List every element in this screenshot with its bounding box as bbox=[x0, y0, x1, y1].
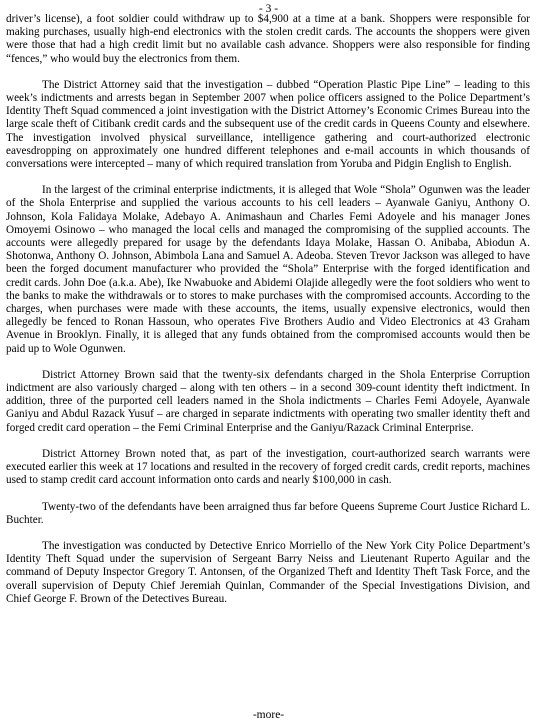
paragraph-credits: The investigation was conducted by Detective Enrico Morriello of the New York City Police Department’s Identity Theft Squad under the supervision of Sergeant Barry Neiss and Lieutenant Ruperto Aguilar and the command of Deputy Inspector Gregory T. Antonsen, of the Organized Theft and Identity Theft Task Force, and the overall supervision of Deputy Chief Jeremiah Quinlan, Commander of the Special Investigations Division, and Chief George F. Brown of the Detectives Bureau. bbox=[6, 539, 530, 605]
paragraph-search-warrants: District Attorney Brown noted that, as part of the investigation, court-authorized search warrants were executed earlier this week at 17 locations and resulted in the recovery of forged credit cards, credit reports, machines used to stamp credit card account information onto cards and nearly $100,000 in cash. bbox=[6, 447, 530, 487]
paragraph-investigation: The District Attorney said that the investigation – dubbed “Operation Plastic Pipe Line” – leading to this week’s indictments and arrests began in September 2007 when police officers assigned to the Police Department’s Identity Theft Squad commenced a joint investigation with the District Attorney’s Economic Crimes Bureau into the large scale theft of Citibank credit cards and the subsequent use of the credit cards in Queens County and elsewhere. The investigation involved physical surveillance, intelligence gathering and court-authorized electronic eavesdropping on approximately one hundred different telephones and e-mail accounts in which thousands of conversations were intercepted – many of which required translation from Yoruba and Pidgin English to English. bbox=[6, 78, 530, 171]
paragraph-indictments: District Attorney Brown said that the twenty-six defendants charged in the Shola Enterprise Corruption indictment are also variously charged – along with ten others – in a second 309-count identity theft indictment. In addition, three of the purported cell leaders named in the Shola indictments – Charles Femi Adoyele, Ayanwale Ganiyu and Abdul Razack Yusuf – are charged in separate indictments with operating two smaller identity theft and forged credit card operation – the Femi Criminal Enterprise and the Ganiyu/Razack Criminal Enterprise. bbox=[6, 368, 530, 434]
footer-more: -more- bbox=[252, 709, 285, 721]
paragraph-shola-enterprise: In the largest of the criminal enterprise indictments, it is alleged that Wole “Shola” Ogunwen was the leader of the Shola Enterprise and supplied the various accounts to his cell leaders – Ayanwale Ganiyu, Anthony O. Johnson, Kola Falidaya Molake, Adebayo A. Animashaun and Charles Femi Adoyele and his manager Jones Omoyemi Osinowo – who managed the local cells and managed the compromising of the supplied accounts. The accounts were allegedly prepared for usage by the defendants Idaya Molake, Hassan O. Anibaba, Abiodun A. Shotonwa, Anthony O. Johnson, Abimbola Lana and Samuel A. Adeoba. Steven Trevor Jackson was alleged to have been the forged document manufacturer who provided the “Shola” Enterprise with the forged identification and credit cards. John Doe (a.k.a. Abe), Ike Nwabuoke and Abidemi Olajide allegedly were the foot soldiers who went to the banks to make the withdrawals or to stores to make purchases with the compromised accounts. According to the charges, when purchases were made with these accounts, the items, usually expensive electronics, would then allegedly be fenced to Ronan Hassoun, who operates Five Brothers Audio and Video Electronics at 43 Graham Avenue in Brooklyn. Finally, it is alleged that any funds obtained from the compromised accounts would then be paid up to Wole Ogunwen. bbox=[6, 184, 530, 355]
paragraph-continuation: driver’s license), a foot soldier could withdraw up to $4,900 at a time at a bank. Shoppers were responsible for making purchases, usually high-end electronics with the stolen credit cards. The accounts the shoppers were given were those that had a high credit limit but no available cash advance. Shoppers were also responsible for finding “fences,” who would buy the electronics from them. bbox=[6, 13, 530, 65]
paragraph-arraigned: Twenty-two of the defendants have been arraigned thus far before Queens Supreme Court Justice Richard L. Buchter. bbox=[6, 500, 530, 526]
document-body bbox=[6, 13, 530, 619]
page-number: - 3 - bbox=[258, 3, 279, 15]
